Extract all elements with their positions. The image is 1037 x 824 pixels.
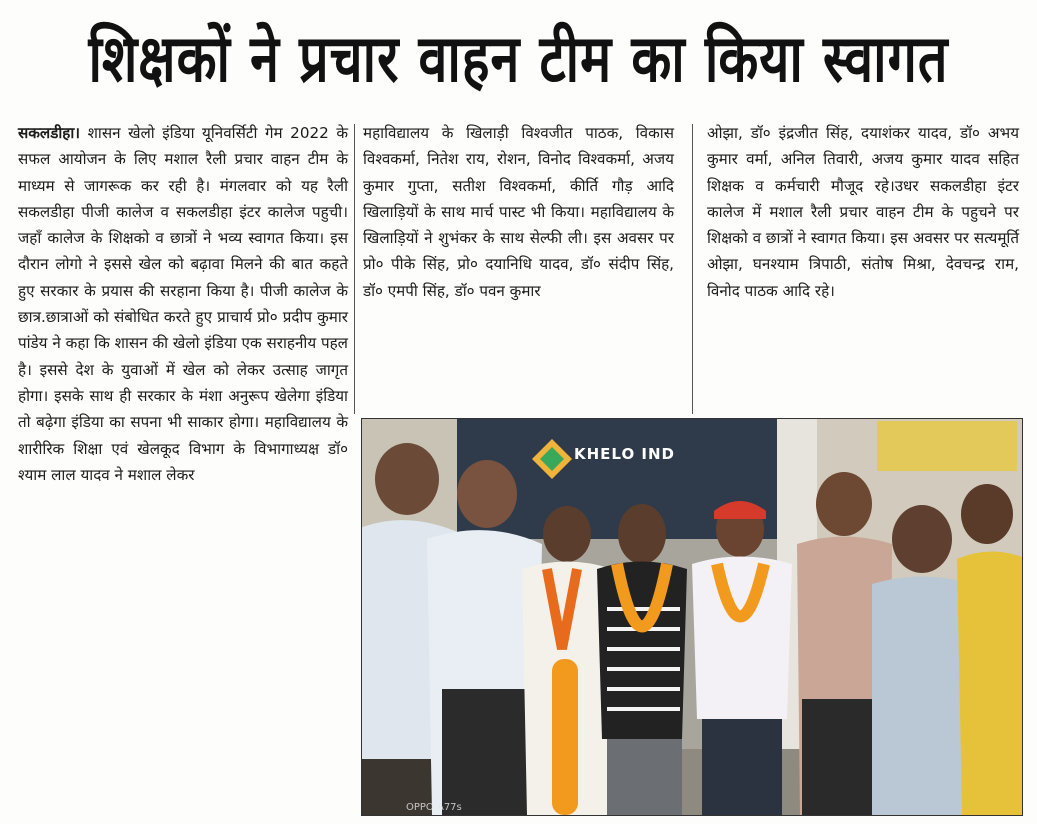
banner-text: KHELO IND [574,445,676,463]
person-5-shirt [692,557,792,720]
column-rule [354,124,355,414]
marigold-garland-long [552,659,578,815]
person-8-head [961,484,1013,544]
column-2-text: महाविद्यालय के खिलाड़ी विश्वजीत पाठक, विकास विश्वकर्मा, नितेश राय, रोशन, विनोद विश्वकर्मा, अजय कुमार गुप्ता, सतीश विश्वकर्मा, कीर्ति गौड़ आदि खिलाड़ियों के साथ मार्च पास्ट भी किया। महाविद्यालय के खिलाड़ियों ने शुभंकर के साथ सेल्फी ली। इस अवसर पर प्रो० पीके सिंह, प्रो० दयानिधि यादव, डॉ० संदीप सिंह, डॉ० एमपी सिंह, डॉ० पवन कुमार [363,124,674,300]
person-6-head [816,472,872,536]
headline: शिक्षकों ने प्रचार वाहन टीम का किया स्वागत [88,21,949,97]
person-4-camo-trousers [607,739,682,815]
notice-board [877,421,1017,471]
person-3-head [543,506,591,562]
photo-illustration [362,419,1022,815]
dateline: सकलडीहा। [18,124,81,142]
person-5-jeans [702,719,782,815]
article-column-3 [707,120,1019,410]
person-8-shirt [957,552,1022,816]
camera-watermark: OPPO A77s [406,802,462,813]
column-3-text: ओझा, डॉ० इंद्रजीत सिंह, दयाशंकर यादव, डॉ० अभय कुमार वर्मा, अनिल तिवारी, अजय कुमार यादव सहित शिक्षक व कर्मचारी मौजूद रहे।उधर सकलडीहा इंटर कालेज में मशाल रैली प्रचार वाहन टीम के पहुचने पर शिक्षको व छात्रों ने स्वागत किया। इस अवसर पर सत्यमूर्ति ओझा, घनश्याम त्रिपाठी, संतोष मिश्रा, देवचन्द्र राम, विनोद पाठक आदि रहे। [707,124,1019,300]
person-7-shirt [872,577,972,816]
article-column-1 [18,120,348,810]
column-rule [692,124,693,414]
news-photo [361,418,1023,816]
person-2-trousers [442,689,532,815]
person-7-head [892,505,952,573]
column-1-text: शासन खेलो इंडिया यूनिवर्सिटी गेम 2022 के सफल आयोजन के लिए मशाल रैली प्रचार वाहन टीम के माध्यम से जागरूक कर रही है। मंगलवार को यह रैली सकलडीहा पीजी कालेज व सकलडीहा इंटर कालेज पहुची। जहाँ कालेज के शिक्षको व छात्रों ने भव्य स्वागत किया। इस दौरान लोगो ने इससे खेल को बढ़ावा मिलने की बात कहते हुए सरकार के प्रयास की सरहाना किया है। पीजी कालेज के छात्र.छात्राओं को संबोधित करते हुए प्राचार्य प्रो० प्रदीप कुमार पांडेय ने कहा कि शासन की खेलो इंडिया एक सराहनीय पहल है। इससे देश के युवाओं में खेल को लेकर उत्साह जागृत होगा। इसके साथ ही सरकार के मंशा अनुरूप खेलेगा इंडिया तो बढ़ेगा इंडिया का सपना भी साकार होगा। महाविद्यालय के शारीरिक शिक्षा एवं खेलकूद विभाग के विभागाध्यक्ष डॉ० श्याम लाल यादव ने मशाल लेकर [18,124,348,484]
person-2-head [457,460,517,528]
person-4-head [618,504,666,564]
article-column-2 [363,120,674,410]
person-1-head [375,443,439,515]
